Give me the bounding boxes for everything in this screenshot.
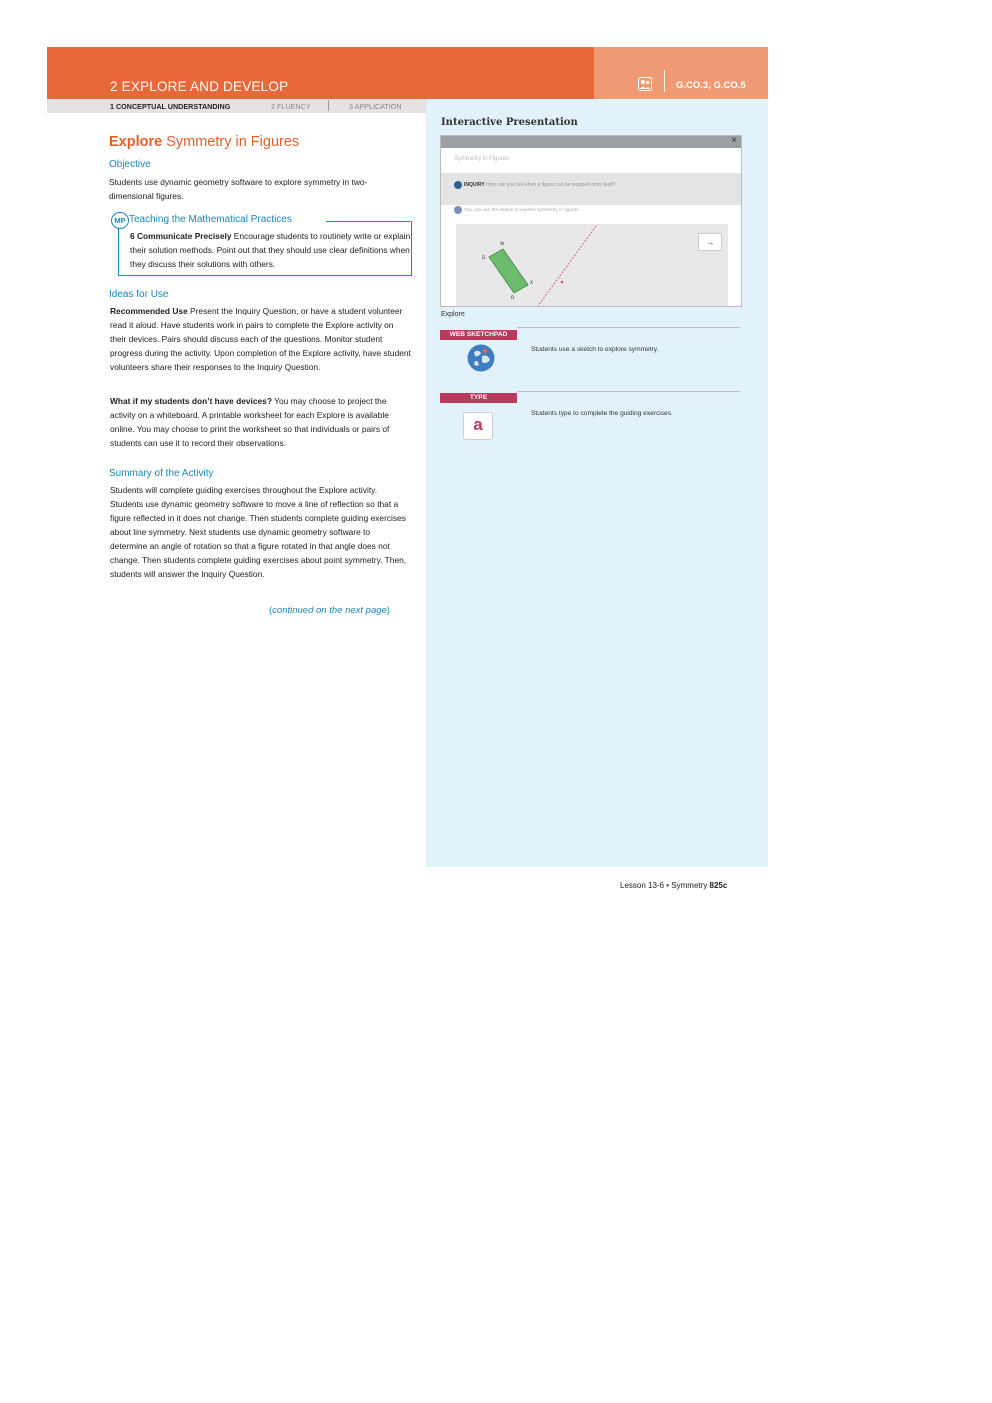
interactive-presentation-title: Interactive Presentation bbox=[441, 117, 578, 128]
inquiry-question bbox=[464, 182, 616, 188]
inquiry-icon bbox=[454, 181, 462, 189]
sketch-figure bbox=[456, 224, 728, 306]
close-icon[interactable]: × bbox=[731, 135, 737, 146]
summary-heading: Summary of the Activity bbox=[109, 468, 214, 479]
type-badge: TYPE bbox=[440, 393, 517, 403]
tab-divider bbox=[328, 100, 329, 111]
page-title bbox=[109, 134, 299, 150]
guide-icon bbox=[454, 206, 462, 214]
standards-band bbox=[594, 47, 768, 99]
vertex-label: X bbox=[530, 281, 534, 286]
resource-description: Students type to complete the guiding exercises. bbox=[531, 410, 673, 417]
resource-description: Students use a sketch to explore symmetry. bbox=[531, 346, 659, 353]
reflection-line bbox=[538, 226, 596, 306]
screen-subtitle: Symmetry in Figures bbox=[454, 156, 510, 162]
inquiry-label: INQUIRY bbox=[464, 182, 485, 188]
whatif-body: You may choose to project the activity on a whiteboard. A printable worksheet for each Explore is available online. You may choose to print the worksheet so that individuals or pairs of students can use it to record their observations. bbox=[110, 396, 390, 448]
section-title: 2 EXPLORE AND DEVELOP bbox=[110, 79, 289, 94]
footer-lesson: Lesson 13-6 • Symmetry bbox=[620, 881, 710, 890]
globe-icon bbox=[466, 343, 496, 373]
objective-text: Students use dynamic geometry software to explore symmetry in two-dimensional figures. bbox=[109, 177, 368, 201]
ideas-text bbox=[110, 304, 412, 374]
ideas-heading: Ideas for Use bbox=[109, 289, 169, 300]
page-footer bbox=[620, 881, 727, 890]
whatif-text bbox=[110, 394, 405, 450]
presentation-screenshot bbox=[440, 135, 742, 307]
web-sketchpad-badge: WEB SKETCHPAD bbox=[440, 330, 517, 340]
resource-divider bbox=[517, 327, 740, 328]
mp-text bbox=[130, 229, 414, 271]
screen-title-bar bbox=[441, 136, 741, 148]
continued-text: continued on the next page bbox=[272, 605, 387, 616]
vertex-label: D bbox=[482, 256, 486, 261]
whatif-bold: What if my students don’t have devices? bbox=[110, 396, 272, 406]
mp-icon: MP bbox=[111, 212, 129, 229]
ideas-bold: Recommended Use bbox=[110, 306, 188, 316]
inquiry-text: How can you tell when a figure can be mapped onto itself? bbox=[484, 182, 616, 188]
line-point bbox=[561, 281, 564, 284]
standards-divider bbox=[664, 70, 665, 92]
ideas-body: Present the Inquiry Question, or have a student volunteer read it aloud. Have students work in pairs to complete the Explore activity on their devices. Pairs should discuss each of the questions. Monitor student progress during the activity. Upon completion of the Explore activity, have student volunteers share their responses to the Inquiry Question. bbox=[110, 306, 411, 372]
standards-codes: G.CO.3, G.CO.5 bbox=[676, 80, 746, 91]
mp-practice-name: 6 Communicate Precisely bbox=[130, 231, 232, 241]
mp-body: Encourage students to routinely write or explain their solution methods. Point out that they should use clear definitions when they discuss their solutions with others. bbox=[130, 231, 411, 269]
tab-fluency[interactable]: 2 FLUENCY bbox=[271, 102, 311, 111]
screenshot-caption: Explore bbox=[441, 311, 465, 318]
students-icon bbox=[638, 77, 652, 91]
summary-text: Students will complete guiding exercises throughout the Explore activity. Students use dynamic geometry software to move a line of reflection so that a figure reflected in it does not change. Then students complete guiding exercises about line symmetry. Next students use dynamic geometry software to determine an angle of rotation so that a figure rotated in that angle does not change. Then students complete guiding exercises about point symmetry. Then, students will answer the Inquiry Question. bbox=[110, 485, 407, 579]
resource-divider bbox=[517, 391, 740, 392]
type-text-icon: a bbox=[463, 412, 493, 440]
tab-application[interactable]: 3 APPLICATION bbox=[349, 102, 402, 111]
tab-conceptual-understanding[interactable]: 1 CONCEPTUAL UNDERSTANDING bbox=[110, 102, 231, 111]
title-bold: Explore bbox=[109, 134, 163, 150]
mp-callout-rule bbox=[326, 221, 410, 222]
vertex-label: W bbox=[500, 242, 505, 247]
page-number: 825c bbox=[709, 881, 728, 890]
title-rest: Symmetry in Figures bbox=[162, 134, 300, 150]
mp-heading: Teaching the Mathematical Practices bbox=[129, 214, 292, 225]
vertex-label: D bbox=[511, 296, 515, 301]
continued-note: (continued on the next page) bbox=[269, 605, 390, 616]
rectangle-figure[interactable] bbox=[489, 249, 528, 293]
sketch-area[interactable] bbox=[456, 224, 728, 306]
inquiry-band bbox=[441, 173, 741, 205]
objective-heading: Objective bbox=[109, 159, 151, 170]
next-arrow-button[interactable]: → bbox=[698, 233, 722, 251]
guide-text: You can use the sketch to explore symmetry in figures. bbox=[464, 208, 581, 213]
